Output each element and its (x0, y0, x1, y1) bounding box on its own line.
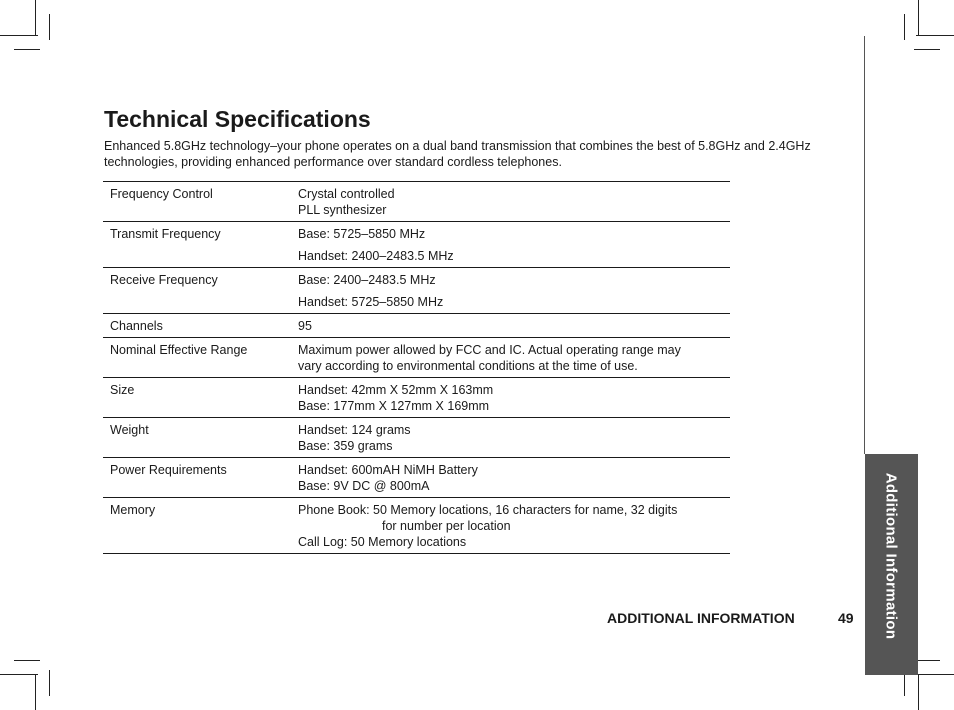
crop-mark (35, 674, 36, 710)
spec-line: Base: 9V DC @ 800mA (298, 479, 430, 493)
spec-line: Base: 5725–5850 MHz (298, 227, 426, 241)
spec-line: Handset: 5725–5850 MHz (298, 295, 444, 309)
spec-value (298, 498, 730, 554)
spec-label: Power Requirements (110, 463, 227, 477)
table-row (103, 458, 730, 498)
spec-line: 95 (298, 319, 312, 333)
spec-label: Frequency Control (110, 187, 213, 201)
spec-value (298, 268, 730, 314)
spec-line: Crystal controlled (298, 187, 395, 201)
spec-label: Weight (110, 423, 149, 437)
table-row (103, 418, 730, 458)
crop-mark (49, 14, 50, 40)
table-row (103, 182, 730, 222)
spec-line: Call Log: 50 Memory locations (298, 535, 467, 549)
spec-label: Channels (110, 319, 163, 333)
spec-line: Handset: 124 grams (298, 423, 411, 437)
spec-value (298, 378, 730, 418)
crop-mark (904, 14, 905, 40)
page-number: 49 (838, 610, 854, 626)
spec-line: for number per location (382, 519, 511, 533)
crop-mark (0, 674, 38, 675)
spec-line: PLL synthesizer (298, 203, 387, 217)
crop-mark (918, 0, 919, 36)
spec-value (298, 418, 730, 458)
spec-line: Handset: 2400–2483.5 MHz (298, 249, 454, 263)
page-title: Technical Specifications (104, 106, 371, 132)
spec-line: vary according to environmental conditions at the time of use. (298, 359, 638, 373)
spec-line: Handset: 600mAH NiMH Battery (298, 463, 478, 477)
crop-mark (916, 35, 954, 36)
crop-mark (35, 0, 36, 36)
side-divider (864, 36, 865, 454)
spec-value (298, 314, 730, 338)
crop-mark (918, 674, 919, 710)
crop-mark (0, 35, 38, 36)
table-row (103, 222, 730, 268)
crop-mark (14, 660, 40, 661)
spec-label: Transmit Frequency (110, 227, 221, 241)
spec-line: Handset: 42mm X 52mm X 163mm (298, 383, 494, 397)
spec-value (298, 182, 730, 222)
table-row (103, 378, 730, 418)
spec-label: Memory (110, 503, 156, 517)
spec-value (298, 458, 730, 498)
intro-paragraph: Enhanced 5.8GHz technology–your phone operates on a dual band transmission that combines the best of 5.8GHz and 2.4GHz technologies, providing enhanced performance over standard cordless telephones. (104, 139, 811, 169)
crop-mark (14, 49, 40, 50)
table-row (103, 498, 730, 554)
spec-line: Maximum power allowed by FCC and IC. Actual operating range may (298, 343, 681, 357)
footer-section-title: ADDITIONAL INFORMATION (607, 610, 795, 626)
spec-label: Nominal Effective Range (110, 343, 248, 357)
table-row (103, 268, 730, 314)
spec-label: Receive Frequency (110, 273, 218, 287)
spec-line: Base: 2400–2483.5 MHz (298, 273, 436, 287)
crop-mark (916, 674, 954, 675)
table-row (103, 314, 730, 338)
crop-mark (914, 49, 940, 50)
spec-label: Size (110, 383, 135, 397)
spec-value (298, 222, 730, 268)
spec-table (103, 181, 730, 554)
spec-line: Base: 177mm X 127mm X 169mm (298, 399, 490, 413)
section-tab-label: Additional Information (882, 472, 900, 640)
spec-value (298, 338, 730, 378)
spec-line: Phone Book: 50 Memory locations, 16 characters for name, 32 digits (298, 503, 678, 517)
table-row (103, 338, 730, 378)
crop-mark (49, 670, 50, 696)
spec-line: Base: 359 grams (298, 439, 393, 453)
